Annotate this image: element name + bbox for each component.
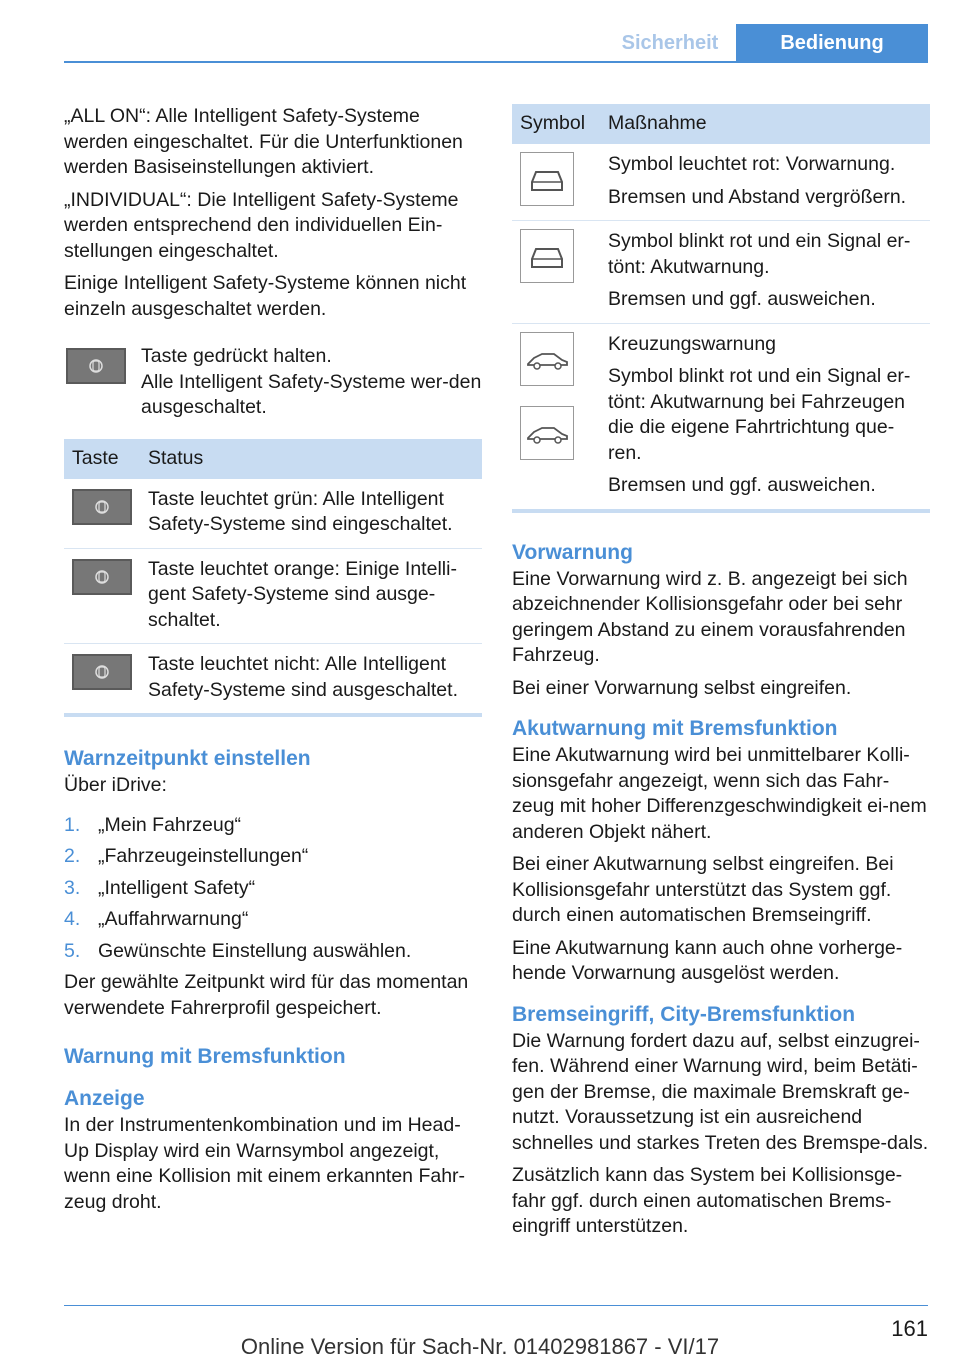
paragraph-zeitpunkt: Der gewählte Zeitpunkt wird für das momentan verwendete Fahrerprofil gespeichert. bbox=[64, 971, 469, 1019]
right-column bbox=[512, 104, 930, 1247]
massnahme-text: Bremsen und ggf. ausweichen. bbox=[608, 288, 876, 310]
heading-vorwarnung: Vorwarnung bbox=[512, 540, 633, 564]
taste-status-table bbox=[64, 439, 482, 718]
massnahme-text: Symbol blinkt rot und ein Signal er-tönt: Akutwarnung. bbox=[608, 230, 911, 278]
massnahme-text: Symbol leuchtet rot: Vorwarnung. bbox=[608, 153, 896, 175]
massnahme-text: Bremsen und Abstand vergrößern. bbox=[608, 185, 907, 208]
paragraph-all-on: „ALL ON“: Alle Intelligent Safety-Systeme werden eingeschaltet. Für die Unterfunktionen werden Basiseinstellungen aktiviert. bbox=[64, 105, 463, 178]
footer-divider bbox=[64, 1305, 928, 1306]
safety-button-icon bbox=[72, 489, 132, 525]
left-column bbox=[64, 104, 482, 1222]
table-row bbox=[512, 221, 930, 324]
table-header-status: Status bbox=[140, 439, 482, 479]
list-item: 1. „Mein Fahrzeug“ bbox=[64, 813, 242, 836]
paragraph-bremseingriff-1: Die Warnung fordert dazu auf, selbst einzugrei-fen. Während einer Warnung wird, beim Betäti-gen der Bremse, die maximale Bremskraft ge-nutzt. Voraussetzung ist ein ausreichend schnelles und starkes Treten des Bremspe-dals. bbox=[512, 1029, 929, 1154]
massnahme-text: Symbol blinkt rot und ein Signal er-tönt: Akutwarnung bei Fahrzeugen die die eigene Fahrtrichtung que-ren. bbox=[608, 365, 911, 464]
paragraph-vorwarnung-2: Bei einer Vorwarnung selbst eingreifen. bbox=[512, 676, 852, 699]
button-instruction-line2: Alle Intelligent Safety-Systeme wer-den ausgeschaltet. bbox=[141, 370, 482, 418]
car-side-warning-icon bbox=[520, 406, 574, 460]
symbol-massnahme-table bbox=[512, 104, 930, 513]
status-text: Taste leuchtet nicht: Alle Intelligent Safety-Systeme sind ausgeschaltet. bbox=[140, 644, 482, 716]
paragraph-vorwarnung-1: Eine Vorwarnung wird z. B. angezeigt bei sich abzeichnender Kollisionsgefahr oder bei sehr geringem Abstand zu einem vorausfahrenden Fahrzeug. bbox=[512, 567, 908, 666]
footer-text: Online Version für Sach-Nr. 01402981867 - VI/17 bbox=[240, 1334, 720, 1359]
paragraph-akutwarnung-1: Eine Akutwarnung wird bei unmittelbarer Kolli-sionsgefahr angezeigt, wenn sich das Fahr-zeug mit hoher Differenzgeschwindigkeit ei-nem anderen Objekt nähert. bbox=[512, 744, 927, 843]
car-front-warning-icon bbox=[520, 229, 574, 283]
table-row bbox=[512, 323, 930, 511]
car-side-warning-icon bbox=[520, 332, 574, 386]
table-row bbox=[64, 479, 482, 549]
status-text: Taste leuchtet grün: Alle Intelligent Safety-Systeme sind eingeschaltet. bbox=[140, 479, 482, 549]
paragraph-einige: Einige Intelligent Safety-Systeme können nicht einzeln ausgeschaltet werden. bbox=[64, 272, 467, 320]
paragraph-ueber-idrive: Über iDrive: bbox=[64, 774, 167, 796]
paragraph-individual: „INDIVIDUAL“: Die Intelligent Safety-Systeme werden entsprechend den individuellen Ein-stellungen eingeschaltet. bbox=[64, 188, 459, 262]
table-header-massnahme: Maßnahme bbox=[600, 104, 930, 144]
header-tab-bedienung[interactable]: Bedienung bbox=[736, 24, 928, 62]
list-item: 5. Gewünschte Einstellung auswählen. bbox=[64, 939, 412, 962]
paragraph-anzeige: In der Instrumentenkombination und im Head-Up Display wird ein Warnsymbol angezeigt, wenn eine Kollision mit einem erkannten Fahr-zeug droht. bbox=[64, 1114, 466, 1213]
safety-button-icon bbox=[72, 654, 132, 690]
header-divider bbox=[64, 61, 928, 63]
massnahme-text: Bremsen und ggf. ausweichen. bbox=[608, 474, 876, 496]
paragraph-bremseingriff-2: Zusätzlich kann das System bei Kollisionsge-fahr ggf. durch einen automatischen Brems-eingriff unterstützen. bbox=[512, 1164, 903, 1237]
list-item: 4. „Auffahrwarnung“ bbox=[64, 908, 249, 930]
massnahme-text: Kreuzungswarnung bbox=[608, 332, 777, 355]
status-text: Taste leuchtet orange: Einige Intelli-gent Safety-Systeme sind ausge-schaltet. bbox=[140, 548, 482, 644]
paragraph-akutwarnung-3: Eine Akutwarnung kann auch ohne vorherge-hende Vorwarnung ausgelöst werden. bbox=[512, 936, 903, 984]
heading-anzeige: Anzeige bbox=[64, 1087, 145, 1110]
heading-bremseingriff: Bremseingriff, City-Bremsfunktion bbox=[512, 1002, 856, 1026]
heading-warnung-bremsfunktion: Warnung mit Bremsfunktion bbox=[64, 1045, 346, 1068]
list-item: 3. „Intelligent Safety“ bbox=[64, 876, 256, 899]
table-row bbox=[64, 644, 482, 716]
button-instruction bbox=[64, 344, 482, 421]
heading-warnzeitpunkt: Warnzeitpunkt einstellen bbox=[64, 747, 311, 770]
button-instruction-line1: Taste gedrückt halten. bbox=[141, 345, 332, 367]
page-number: 161 bbox=[891, 1316, 928, 1341]
steps-list bbox=[64, 813, 482, 965]
list-item: 2. „Fahrzeugeinstellungen“ bbox=[64, 845, 309, 867]
header-tab-sicherheit[interactable]: Sicherheit bbox=[621, 32, 719, 54]
table-row bbox=[64, 548, 482, 644]
safety-button-icon bbox=[72, 559, 132, 595]
table-row bbox=[512, 144, 930, 221]
safety-button-icon bbox=[66, 348, 126, 384]
table-header-taste: Taste bbox=[64, 439, 140, 479]
car-front-warning-icon bbox=[520, 152, 574, 206]
paragraph-akutwarnung-2: Bei einer Akutwarnung selbst eingreifen. Bei Kollisionsgefahr unterstützt das System ggf. durch einen automatischen Bremseingriff. bbox=[512, 853, 894, 926]
heading-akutwarnung: Akutwarnung mit Bremsfunktion bbox=[512, 717, 838, 740]
table-header-symbol: Symbol bbox=[512, 104, 600, 144]
